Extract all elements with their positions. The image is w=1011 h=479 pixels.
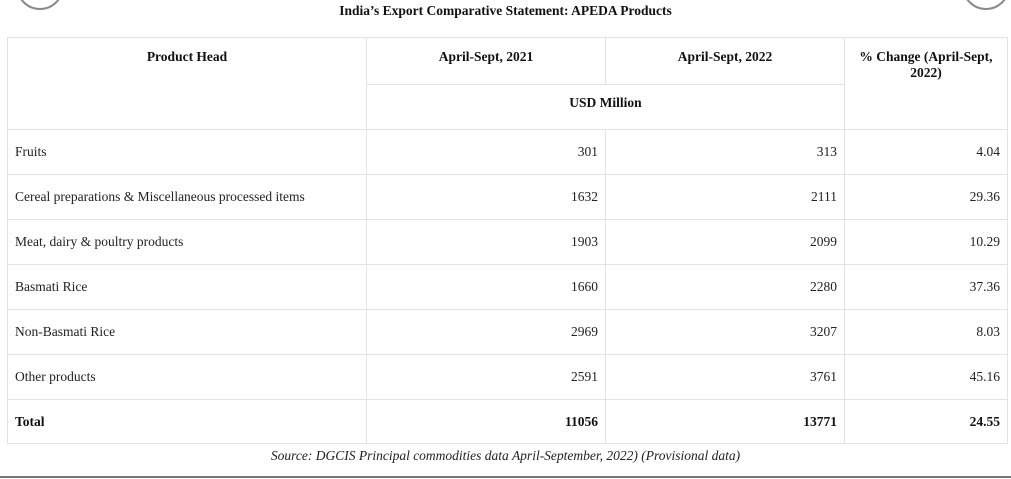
table-title: India’s Export Comparative Statement: APEDA Products (339, 3, 672, 18)
total-2022: 13771 (606, 400, 845, 444)
total-row (8, 400, 1008, 444)
table-row (8, 220, 1008, 265)
change-cell: 37.36 (845, 265, 1008, 310)
change-cell: 29.36 (845, 175, 1008, 220)
value-2022-cell: 2099 (606, 220, 845, 265)
change-cell: 4.04 (845, 130, 1008, 175)
value-2021-cell: 1632 (367, 175, 606, 220)
value-2022-cell: 313 (606, 130, 845, 175)
source-caption: Source: DGCIS Principal commodities data April-September, 2022) (Provisional data) (270, 448, 741, 463)
product-cell: Other products (8, 355, 367, 400)
change-cell: 10.29 (845, 220, 1008, 265)
change-cell: 45.16 (845, 355, 1008, 400)
table-row (8, 175, 1008, 220)
table-row (8, 310, 1008, 355)
header-period-2022: April-Sept, 2022 (606, 38, 845, 85)
product-cell: Non-Basmati Rice (8, 310, 367, 355)
divider (0, 476, 1011, 478)
product-cell: Basmati Rice (8, 265, 367, 310)
value-2021-cell: 2969 (367, 310, 606, 355)
header-period-2021: April-Sept, 2021 (367, 38, 606, 85)
table-row (8, 130, 1008, 175)
header-row (8, 38, 1008, 85)
change-cell: 8.03 (845, 310, 1008, 355)
total-change: 24.55 (845, 400, 1008, 444)
header-product: Product Head (8, 38, 367, 130)
total-2021: 11056 (367, 400, 606, 444)
header-change: % Change (April-Sept, 2022) (845, 38, 1008, 130)
value-2022-cell: 3761 (606, 355, 845, 400)
value-2022-cell: 2111 (606, 175, 845, 220)
product-cell: Meat, dairy & poultry products (8, 220, 367, 265)
value-2021-cell: 301 (367, 130, 606, 175)
export-comparison-table (7, 37, 1008, 444)
value-2022-cell: 2280 (606, 265, 845, 310)
table-row (8, 355, 1008, 400)
product-cell: Cereal preparations & Miscellaneous processed items (8, 175, 367, 220)
value-2021-cell: 1903 (367, 220, 606, 265)
total-label: Total (8, 400, 367, 444)
product-cell: Fruits (8, 130, 367, 175)
value-2022-cell: 3207 (606, 310, 845, 355)
value-2021-cell: 2591 (367, 355, 606, 400)
value-2021-cell: 1660 (367, 265, 606, 310)
table-row (8, 265, 1008, 310)
header-unit: USD Million (367, 85, 845, 130)
